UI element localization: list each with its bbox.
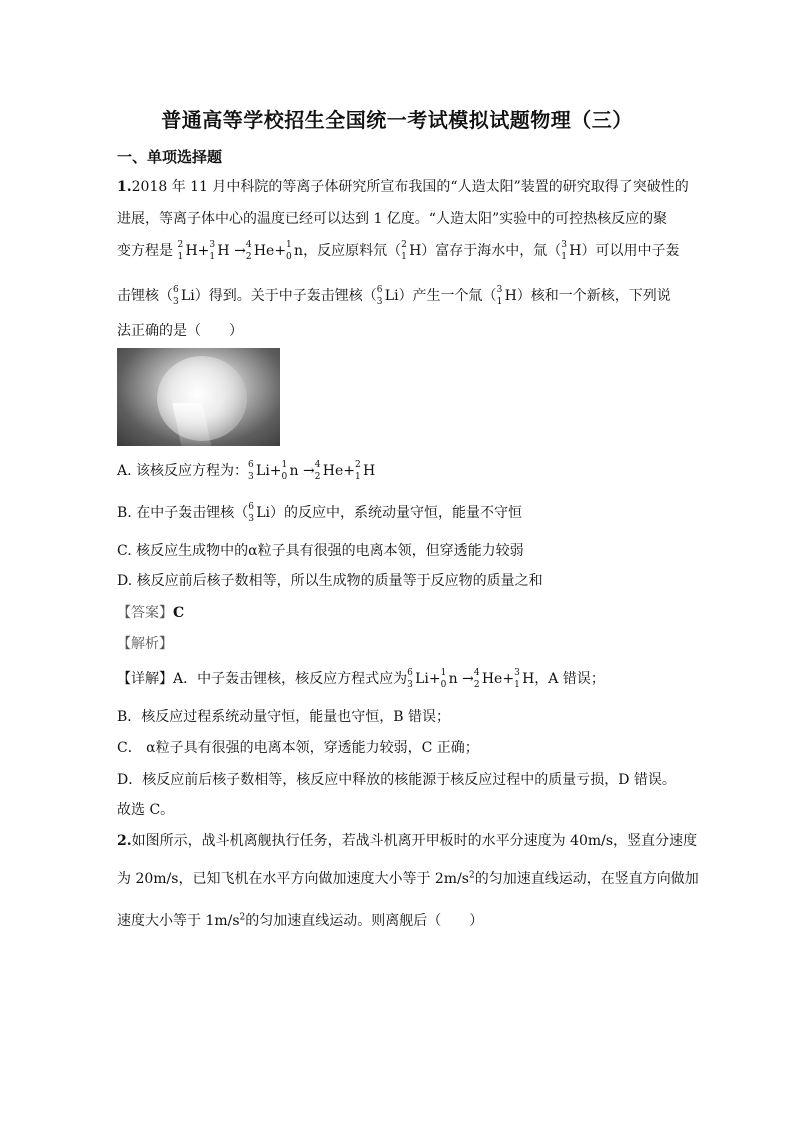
isotope-h2: 2 1	[177, 240, 184, 262]
option-b: B. 在中子轰击锂核（ 6 3 Li）的反应中，系统动量守恒，能量不守恒	[117, 502, 522, 524]
answer-value: C	[173, 605, 185, 621]
explanation-d: D．核反应前后核子数相等，核反应中释放的核能源于核反应过程中的质量亏损，D 错误。	[117, 772, 676, 788]
section-heading: 一、单项选择题	[117, 148, 223, 166]
option-d: D. 核反应前后核子数相等，所以生成物的质量等于反应物的质量之和	[117, 573, 543, 589]
option-a: A. 该核反应方程为： 6 3 Li+ 1 0 n → 4 2 He+ 2 1 H	[117, 460, 376, 482]
analysis-tag: 【解析】	[117, 636, 173, 652]
q1-line-1: 1.2018 年 11 月中科院的等离子体研究所宣布我国的“人造太阳”装置的研究取得了突破性的	[117, 179, 689, 195]
isotope-n: 1 0	[286, 240, 292, 262]
explanation-c: C． α粒子具有很强的电离本领，穿透能力较弱，C 正确；	[117, 740, 479, 756]
conclusion: 故选 C。	[117, 802, 175, 818]
reaction-arrow: →	[234, 243, 246, 259]
answer-line: 【答案】C	[117, 605, 185, 621]
plasma-photo	[117, 348, 280, 446]
isotope-he4: 4 2	[245, 240, 252, 262]
detail-line: 【详解】A．中子轰击锂核，核反应方程式应为 6 3 Li+ 1 0 n → 4 2 He+ 3 1 H，A 错误；	[117, 668, 605, 690]
question-number: 2.	[117, 833, 132, 849]
isotope-h3: 3 1	[209, 240, 216, 262]
explanation-b: B．核反应过程系统动量守恒，能量也守恒，B 错误；	[117, 709, 451, 725]
q1-line-4: 击锂核（ 6 3 Li）得到。关于中子轰击锂核（ 6 3 Li）产生一个氚（ 3 1 H）核和一个新核，下列说	[117, 285, 671, 307]
question-number: 1.	[117, 179, 132, 195]
q2-line-2: 为 20m/s，已知飞机在水平方向做加速度大小等于 $2m/s^2$的匀加速直线运动，在竖直方向做加	[117, 870, 699, 887]
q1-line-2: 进展，等离子体中心的温度已经可以达到 1 亿度。“人造太阳”实验中的可控热核反应的聚	[117, 211, 668, 227]
q2-line-3: 速度大小等于 $1m/s^2$的匀加速直线运动。则离舰后（ ）	[117, 912, 484, 929]
q2-line-1: 2.如图所示，战斗机离舰执行任务，若战斗机离开甲板时的水平分速度为 40m/s，竖直分速度	[117, 833, 698, 849]
page-title: 普通高等学校招生全国统一考试模拟试题物理（三）	[161, 108, 633, 132]
option-c: C. 核反应生成物中的α粒子具有很强的电离本领，但穿透能力较弱	[117, 543, 524, 559]
q1-line-3: 变方程是 2 1 H+ 3 1 H → 4 2 He+ 1 0 n，反应原料氘（ 2 1 H）富存于海水中，氚（ 3 1 H）可以用中子轰	[117, 240, 680, 262]
q1-line-5: 法正确的是（ ）	[117, 323, 243, 339]
